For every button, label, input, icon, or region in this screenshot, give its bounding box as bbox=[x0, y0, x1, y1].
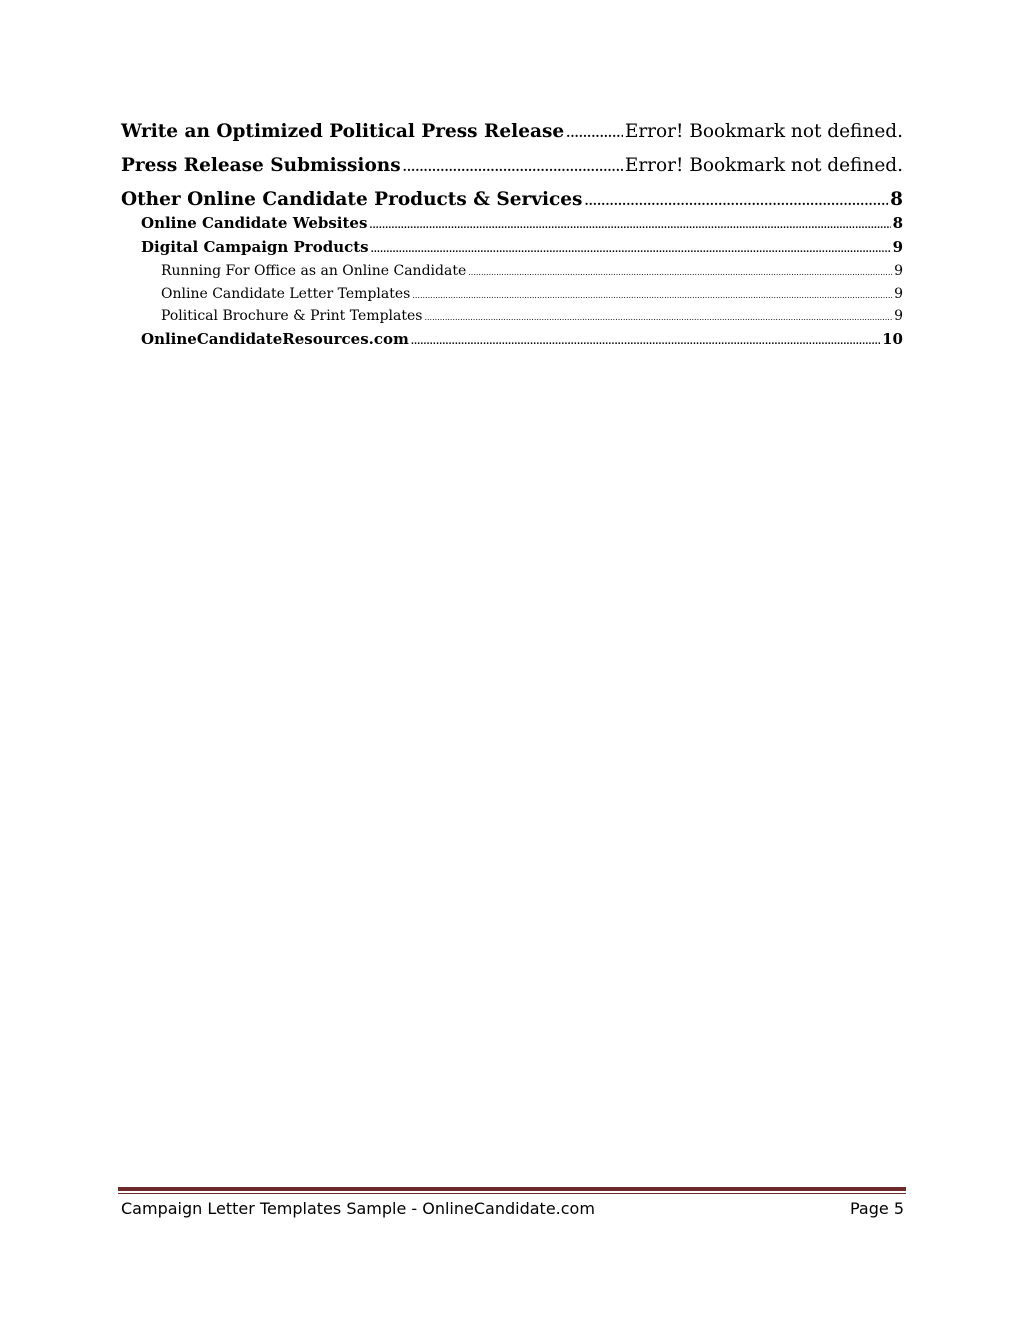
footer-rule-thin bbox=[118, 1193, 906, 1194]
toc-dot-leader bbox=[403, 154, 623, 179]
toc-entry-press-release-submissions[interactable] bbox=[121, 154, 903, 179]
toc-dot-leader bbox=[369, 213, 890, 237]
toc-entry-brochure-templates[interactable] bbox=[121, 306, 903, 329]
toc-entry-letter-templates[interactable] bbox=[121, 284, 903, 307]
footer-title: Campaign Letter Templates Sample - OnlineCandidate.com bbox=[121, 1199, 595, 1218]
toc-entry-label: Other Online Candidate Products & Services bbox=[121, 189, 583, 210]
page-footer bbox=[121, 1198, 904, 1220]
toc-entry-page: 8 bbox=[890, 189, 903, 210]
toc-entry-label: Digital Campaign Products bbox=[141, 238, 369, 256]
toc-entry-page: Error! Bookmark not defined. bbox=[624, 155, 903, 176]
toc-dot-leader bbox=[371, 237, 891, 261]
footer-page-number: Page 5 bbox=[850, 1199, 904, 1218]
toc-entry-page: 10 bbox=[882, 329, 903, 348]
toc-entry-label: Press Release Submissions bbox=[121, 155, 401, 176]
footer-rule-thick bbox=[118, 1187, 906, 1191]
toc-entry-label: Political Brochure & Print Templates bbox=[161, 308, 423, 324]
toc-entry-page: 9 bbox=[894, 308, 903, 324]
toc-entry-page: 9 bbox=[892, 238, 903, 256]
toc-entry-label: Online Candidate Websites bbox=[141, 214, 368, 232]
toc-entry-press-release[interactable] bbox=[121, 120, 903, 145]
toc-dot-leader bbox=[468, 261, 892, 284]
toc-dot-leader bbox=[566, 120, 623, 145]
toc-dot-leader bbox=[424, 306, 892, 329]
toc-entry-page: Error! Bookmark not defined. bbox=[624, 121, 903, 142]
toc-entry-label: OnlineCandidateResources.com bbox=[141, 329, 409, 348]
toc-entry-label: Write an Optimized Political Press Release bbox=[121, 121, 565, 142]
toc-dot-leader bbox=[584, 188, 888, 213]
toc-entry-candidate-resources[interactable] bbox=[121, 329, 903, 353]
toc-dot-leader bbox=[411, 329, 880, 353]
toc-entry-page: 9 bbox=[894, 263, 903, 279]
toc-entry-label: Running For Office as an Online Candidate bbox=[161, 263, 467, 279]
toc-entry-candidate-websites[interactable] bbox=[121, 213, 903, 237]
toc-entry-page: 8 bbox=[892, 214, 903, 232]
toc-entry-other-products[interactable] bbox=[121, 188, 903, 213]
toc-entry-running-for-office[interactable] bbox=[121, 261, 903, 284]
table-of-contents bbox=[121, 120, 903, 353]
toc-dot-leader bbox=[412, 284, 892, 307]
toc-entry-label: Online Candidate Letter Templates bbox=[161, 285, 411, 302]
toc-entry-page: 9 bbox=[894, 285, 903, 302]
toc-entry-digital-campaign-products[interactable] bbox=[121, 237, 903, 261]
